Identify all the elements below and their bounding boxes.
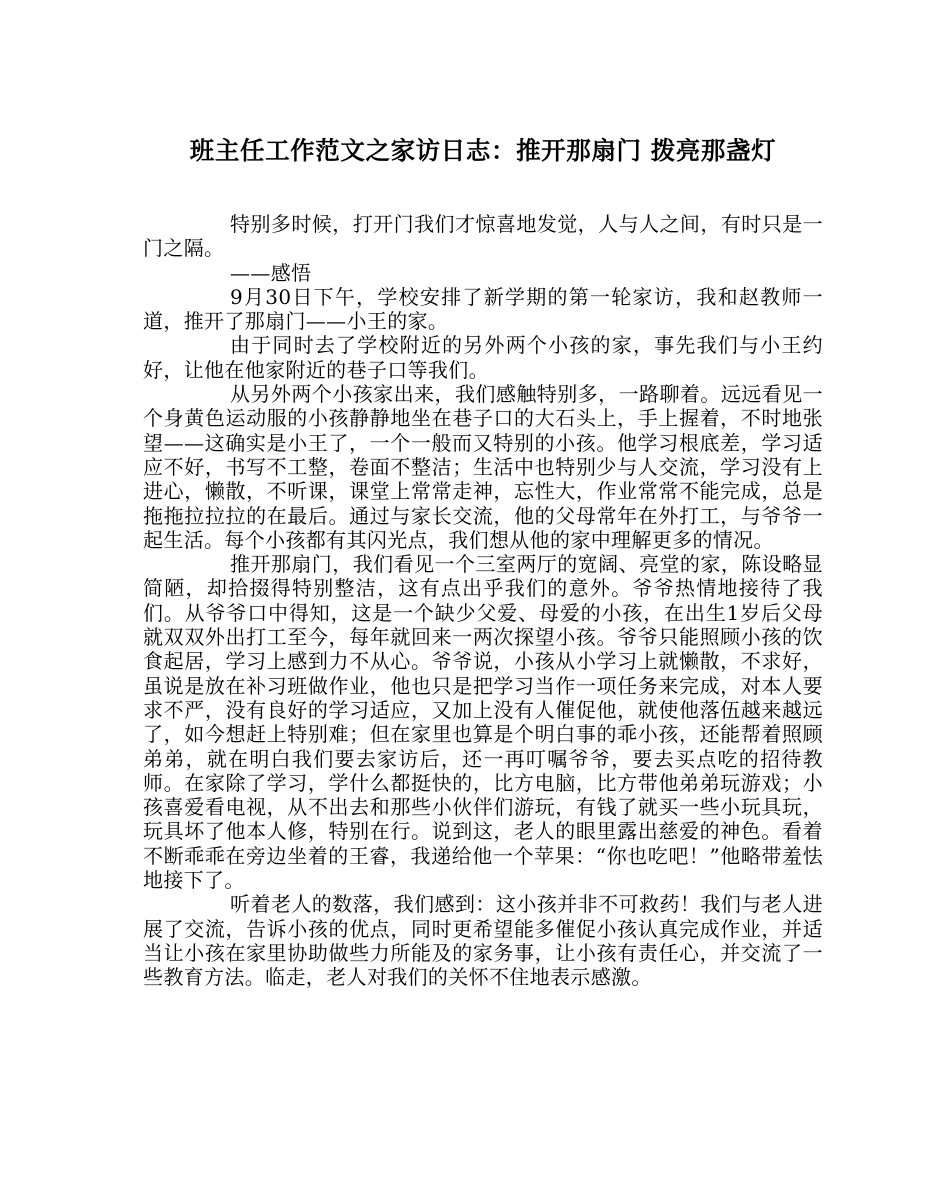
paragraph-intro-quote: 特别多时候，打开门我们才惊喜地发觉，人与人之间，有时只是一门之隔。 [143, 212, 823, 261]
paragraph-home-visit: 推开那扇门，我们看见一个三室两厅的宽阔、亮堂的家，陈设略显简陋，却拾掇得特别整洁，这有点出乎我们的意外。爷爷热情地接待了我们。从爷爷口中得知，这是一个缺少父爱、母爱的小孩，在出生1岁后父母就双双外出打工至今，每年就回来一两次探望小孩。爷爷只能照顾小孩的饮食起居，学习上感到力不从心。爷爷说，小孩从小学习上就懒散，不求好，虽说是放在补习班做作业，他也只是把学习当作一项任务来完成，对本人要求不严，没有良好的学习适应，又加上没有人催促他，就使他落伍越来越远了，如今想赶上特别难；但在家里也算是个明白事的乖小孩，还能帮着照顾弟弟，就在明白我们要去家访后，还一再叮嘱爷爷，要去买点吃的招待教师。在家除了学习，学什么都挺快的，比方电脑，比方带他弟弟玩游戏；小孩喜爱看电视，从不出去和那些小伙伴们游玩，有钱了就买一些小玩具玩，玩具坏了他本人修，特别在行。说到这，老人的眼里露出慈爱的神色。看着不断乖乖在旁边坐着的王睿，我递给他一个苹果：“你也吃吧！”他略带羞怯地接下了。 [143, 552, 823, 893]
paragraph-conclusion: 听着老人的数落，我们感到：这小孩并非不可救药！我们与老人进展了交流，告诉小孩的优点，同时更希望能多催促小孩认真完成作业，并适当让小孩在家里协助做些力所能及的家务事，让小孩有责任心，并交流了一些教育方法。临走，老人对我们的关怀不住地表示感激。 [143, 892, 823, 990]
paragraph-visit-date: 9月30日下午，学校安排了新学期的第一轮家访，我和赵教师一道，推开了那扇门——小王的家。 [143, 284, 823, 334]
document-body [143, 212, 823, 990]
document-title: 班主任工作范文之家访日志：推开那扇门 拨亮那盏灯 [189, 136, 777, 165]
paragraph-arrangement: 由于同时去了学校附近的另外两个小孩的家，事先我们与小王约好，让他在他家附近的巷子口等我们。 [143, 333, 823, 382]
document-page [143, 132, 823, 990]
paragraph-student-description: 从另外两个小孩家出来，我们感触特别多，一路聊着。远远看见一个身黄色运动服的小孩静静地坐在巷子口的大石头上，手上握着，不时地张望——这确实是小王了，一个一般而又特别的小孩。他学习根底差，学习适应不好，书写不工整，卷面不整洁；生活中也特别少与人交流，学习没有上进心，懒散，不听课，课堂上常常走神，忘性大，作业常常不能完成，总是拖拖拉拉拉的在最后。通过与家长交流，他的父母常年在外打工，与爷爷一起生活。每个小孩都有其闪光点，我们想从他的家中理解更多的情况。 [143, 382, 823, 552]
paragraph-quote-attribution: ——感悟 [230, 260, 312, 285]
